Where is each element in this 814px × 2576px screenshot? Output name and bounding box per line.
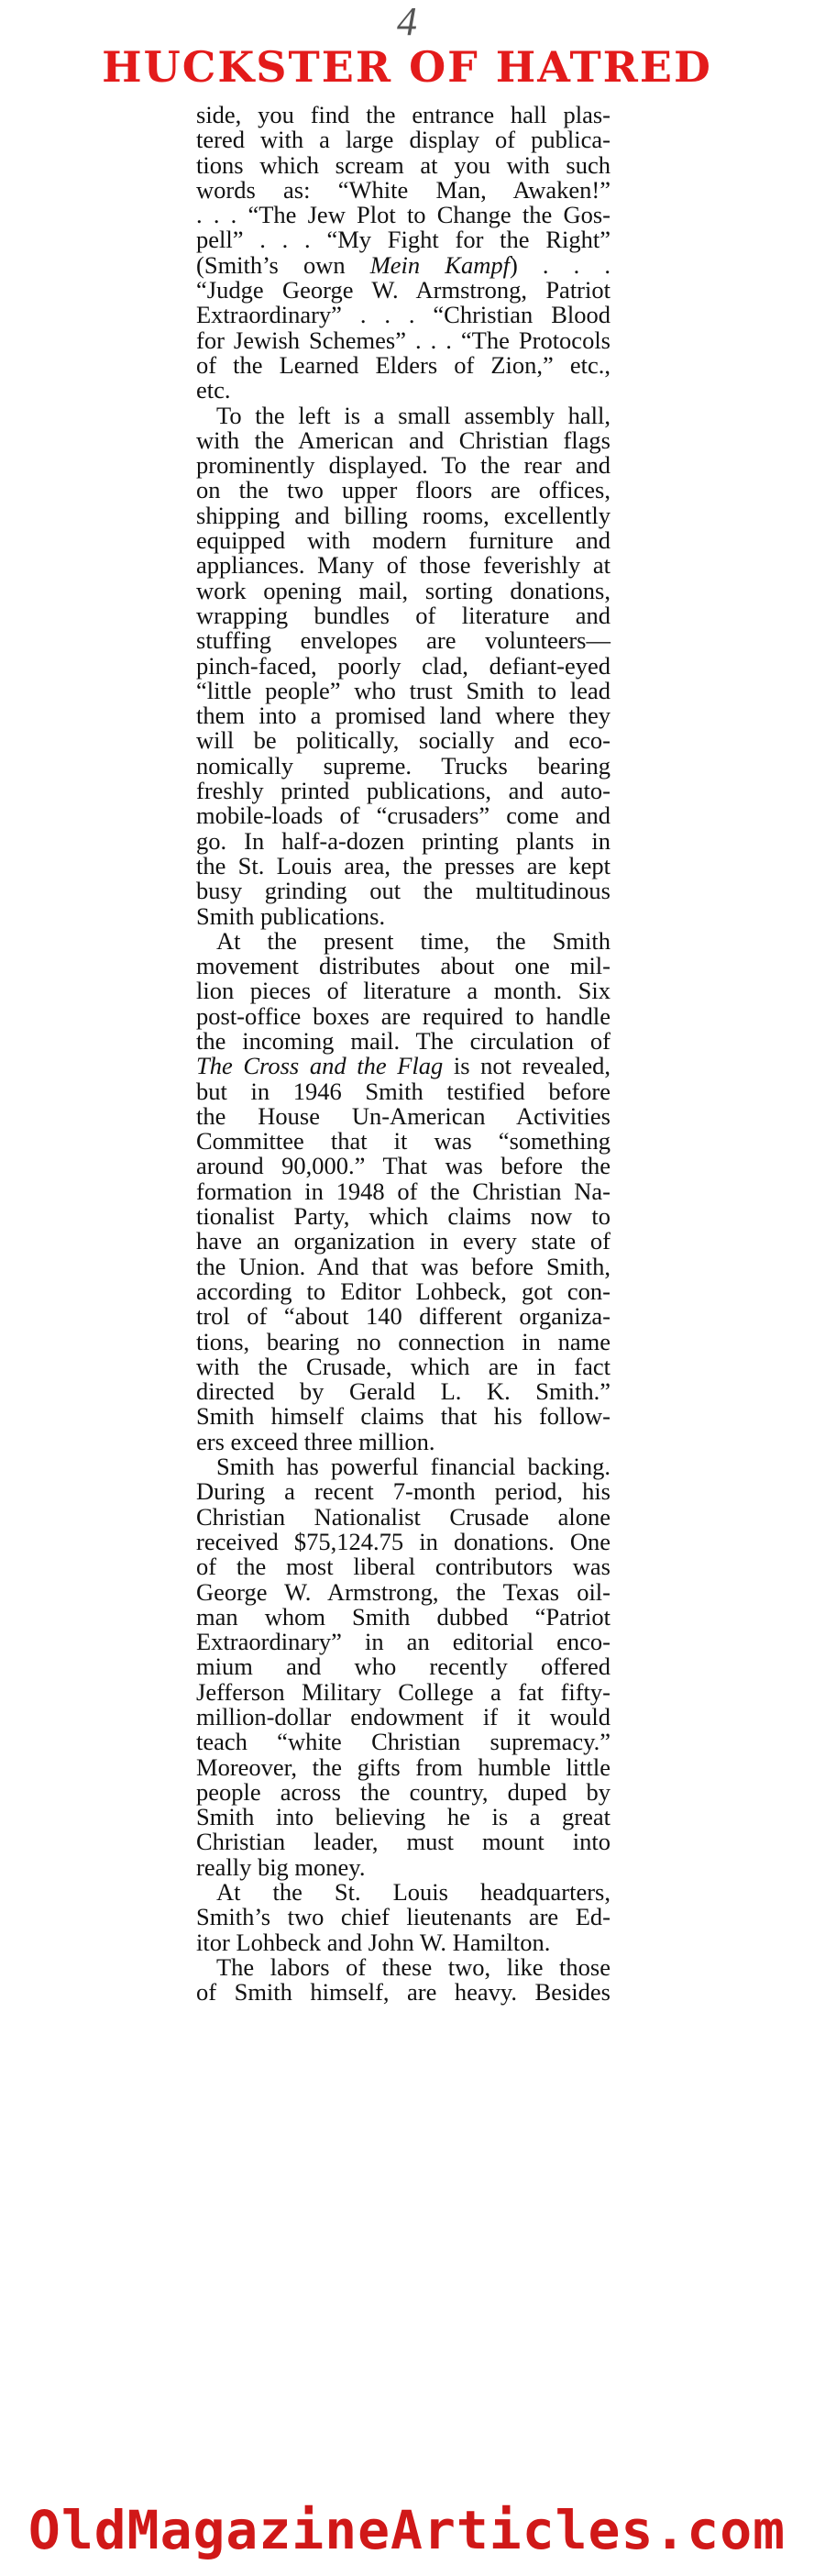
article-line: At the St. Louis headquarters, — [216, 1878, 610, 1907]
page-number: 4 — [397, 0, 417, 44]
article-line: Christian Nationalist Crusade alone — [196, 1502, 610, 1531]
article-line: with the Crusade, which are in fact — [196, 1352, 610, 1380]
article-line: itor Lohbeck and John W. Hamilton. — [196, 1928, 551, 1956]
article-line: freshly printed publications, and auto- — [196, 777, 610, 805]
article-line: wrapping bundles of literature and — [196, 601, 610, 629]
article-line: movement distributes about one mil- — [196, 952, 610, 980]
article-line: have an organization in every state of — [196, 1227, 610, 1255]
article-line: “Judge George W. Armstrong, Patriot — [196, 276, 610, 304]
article-line: around 90,000.” That was before the — [196, 1152, 610, 1180]
article-line: go. In half-a-dozen printing plants in — [196, 826, 610, 855]
article-line: the St. Louis area, the presses are kept — [196, 851, 610, 879]
article-line: directed by Gerald L. K. Smith.” — [196, 1377, 610, 1406]
article-line: The Cross and the Flag is not revealed, — [196, 1052, 610, 1080]
article-line: lion pieces of literature a month. Six — [196, 977, 610, 1005]
article-line: million-dollar endowment if it would — [196, 1703, 610, 1730]
article-line: will be politically, socially and eco- — [196, 726, 610, 755]
article-line: tions which scream at you with such — [196, 150, 610, 179]
article-line: Smith’s two chief lieutenants are Ed- — [196, 1903, 610, 1931]
article-line: on the two upper floors are offices, — [196, 476, 610, 504]
article-line: them into a promised land where they — [196, 702, 610, 730]
article-line: Smith into believing he is a great — [196, 1803, 610, 1831]
article-line: formation in 1948 of the Christian Na- — [196, 1177, 610, 1205]
article-line: “little people” who trust Smith to lead — [196, 676, 610, 704]
article-line: post-office boxes are required to handle — [196, 1001, 610, 1030]
article-line: During a recent 7-month period, his — [196, 1477, 610, 1506]
article-line: with the American and Christian flags — [196, 426, 610, 454]
article-line: people across the country, duped by — [196, 1777, 610, 1806]
article-line: . . . “The Jew Plot to Change the Gos- — [196, 201, 610, 229]
article-line: Extraordinary” in an editorial enco- — [196, 1628, 610, 1656]
article-line: Smith himself claims that his follow- — [196, 1402, 610, 1431]
article-line: George W. Armstrong, the Texas oil- — [196, 1577, 610, 1606]
article-line: the Union. And that was before Smith, — [196, 1252, 610, 1280]
article-line: (Smith’s own Mein Kampf) . . . — [196, 250, 611, 279]
article-line: tionalist Party, which claims now to — [196, 1202, 610, 1231]
article-line: tions, bearing no connection in name — [196, 1327, 610, 1355]
footer-brand-watermark: OldMagazineArticles.com — [28, 2499, 786, 2561]
article-line: Smith publications. — [196, 901, 386, 930]
article-line: trol of “about 140 different organiza- — [196, 1302, 610, 1331]
article-line: shipping and billing rooms, excellently — [196, 501, 610, 529]
article-line: but in 1946 Smith testified before — [196, 1077, 610, 1105]
article-line: of the Learned Elders of Zion,” etc., — [196, 350, 610, 379]
article-line: prominently displayed. To the rear and — [196, 451, 610, 480]
article-line: pinch-faced, poorly clad, defiant-eyed — [196, 651, 610, 680]
article-line: Christian leader, must mount into — [196, 1828, 610, 1856]
article-line: equipped with modern furniture and — [196, 526, 610, 555]
article-line: Committee that it was “something — [196, 1127, 610, 1155]
italic-title: Mein Kampf — [369, 250, 510, 279]
article-line: Extraordinary” . . . “Christian Blood — [196, 301, 610, 329]
article-line: mium and who recently offered — [196, 1653, 610, 1681]
article-line: according to Editor Lohbeck, got con- — [196, 1277, 610, 1305]
article-line: etc. — [196, 376, 231, 404]
article-line: of the most liberal contributors was — [196, 1553, 610, 1581]
article-line: words as: “White Man, Awaken!” — [196, 175, 610, 204]
italic-title: The Cross and the Flag — [196, 1052, 444, 1080]
article-line: busy grinding out the multitudinous — [196, 877, 610, 905]
article-line: mobile-loads of “crusaders” come and — [196, 802, 610, 830]
article-line: appliances. Many of those feverishly at — [196, 551, 610, 580]
article-line: side, you find the entrance hall plas- — [196, 101, 610, 128]
article-line: The labors of these two, like those — [216, 1952, 610, 1981]
article-body — [196, 103, 610, 2006]
article-line: ers exceed three million. — [196, 1427, 435, 1455]
article-line: man whom Smith dubbed “Patriot — [196, 1602, 610, 1631]
article-line: received $75,124.75 in donations. One — [196, 1527, 610, 1555]
article-line: the incoming mail. The circulation of — [196, 1026, 610, 1055]
article-line: pell” . . . “My Fight for the Right” — [196, 226, 610, 254]
article-line: At the present time, the Smith — [216, 926, 610, 955]
article-line: work opening mail, sorting donations, — [196, 576, 610, 604]
article-line: the House Un-American Activities — [196, 1101, 610, 1130]
article-line: of Smith himself, are heavy. Besides — [196, 1978, 610, 2007]
article-line: Moreover, the gifts from humble little — [196, 1752, 610, 1781]
article-line: for Jewish Schemes” . . . “The Protocols — [196, 326, 610, 354]
article-line: Jefferson Military College a fat fifty- — [196, 1677, 610, 1706]
article-line: stuffing envelopes are volunteers— — [196, 626, 610, 655]
article-line: tered with a large display of publica- — [196, 126, 610, 154]
article-line: really big money. — [196, 1852, 366, 1881]
article-line: nomically supreme. Trucks bearing — [196, 751, 610, 779]
article-line: teach “white Christian supremacy.” — [196, 1728, 610, 1756]
article-line: Smith has powerful financial backing. — [216, 1453, 610, 1481]
article-headline: HUCKSTER OF HATRED — [102, 42, 712, 92]
article-line: To the left is a small assembly hall, — [216, 401, 610, 429]
